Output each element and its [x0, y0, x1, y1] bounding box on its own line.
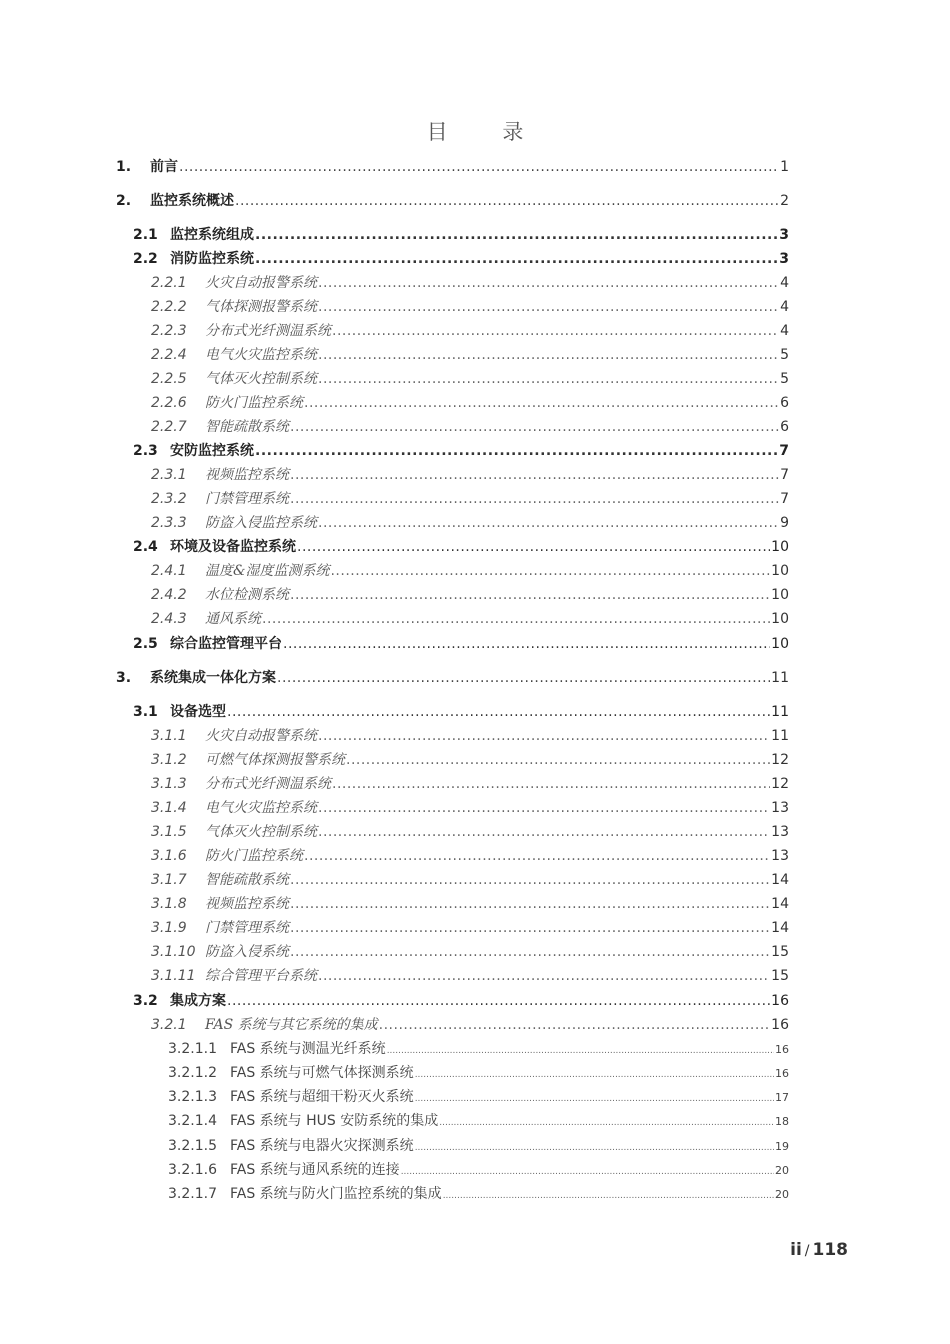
toc-entry-number: 2.4: [133, 539, 158, 555]
toc-entry-number: 2.1: [133, 227, 158, 243]
toc-entry[interactable]: [151, 609, 789, 629]
toc-dot-leader: [379, 1015, 771, 1035]
toc-entry-title: FAS 系统与其它系统的集成: [205, 1017, 378, 1033]
toc-entry-title: 门禁管理系统: [205, 491, 289, 507]
toc-dot-leader: [439, 1113, 774, 1133]
toc-entry-title: 分布式光纤测温系统: [205, 323, 331, 339]
toc-entry[interactable]: [151, 870, 789, 890]
toc-entry-page: 16: [775, 1067, 789, 1080]
toc-dot-leader: [318, 798, 770, 818]
toc-dot-leader: [255, 249, 778, 269]
toc-entry-number: 3.1.3: [151, 776, 187, 792]
toc-entry-title: FAS 系统与可燃气体探测系统: [230, 1065, 414, 1081]
toc-entry-title: 可燃气体探测报警系统: [205, 752, 345, 768]
toc-entry-title: 水位检测系统: [205, 587, 289, 603]
toc-entry[interactable]: [133, 991, 789, 1011]
toc-entry-page: 15: [771, 944, 789, 960]
toc-dot-leader: [179, 157, 779, 177]
toc-entry-title: 安防监控系统: [170, 443, 254, 459]
toc-entry-number: 1.: [116, 159, 132, 175]
toc-entry-number: 3.2.1.6: [168, 1162, 217, 1178]
toc-entry[interactable]: [116, 668, 789, 688]
toc-entry-page: 6: [780, 419, 789, 435]
toc-entry-title: 电气火灾监控系统: [205, 800, 317, 816]
toc-entry[interactable]: [133, 225, 789, 245]
toc-entry-title: 防盗入侵系统: [205, 944, 289, 960]
toc-entry-page: 11: [771, 704, 789, 720]
toc-entry-number: 2.3: [133, 443, 158, 459]
toc-entry[interactable]: [151, 489, 789, 509]
toc-entry-number: 2.5: [133, 636, 158, 652]
toc-entry-page: 3: [779, 251, 789, 267]
toc-entry[interactable]: [151, 273, 789, 293]
toc-entry-page: 14: [771, 872, 789, 888]
toc-entry[interactable]: [168, 1087, 789, 1107]
toc-dot-leader: [415, 1089, 774, 1109]
toc-entry[interactable]: [168, 1160, 789, 1180]
toc-entry-page: 13: [771, 800, 789, 816]
toc-entry-number: 2.2.5: [151, 371, 187, 387]
toc-entry-page: 4: [780, 275, 789, 291]
toc-dot-leader: [318, 273, 779, 293]
page-current: ii: [790, 1240, 802, 1260]
toc-entry-number: 3.: [116, 670, 132, 686]
toc-entry-number: 3.2.1.1: [168, 1041, 217, 1057]
toc-entry[interactable]: [151, 966, 789, 986]
toc-dot-leader: [318, 513, 779, 533]
toc-entry[interactable]: [151, 918, 789, 938]
toc-entry-title: 集成方案: [170, 993, 226, 1009]
toc-title: 目 录: [426, 120, 548, 144]
toc-entry-title: 防火门监控系统: [205, 848, 303, 864]
toc-dot-leader: [290, 465, 779, 485]
toc-entry-title: 视频监控系统: [205, 467, 289, 483]
toc-entry[interactable]: [133, 441, 789, 461]
toc-entry-title: FAS 系统与测温光纤系统: [230, 1041, 386, 1057]
toc-entry-title: 门禁管理系统: [205, 920, 289, 936]
toc-entry[interactable]: [116, 191, 789, 211]
toc-entry-title: FAS 系统与 HUS 安防系统的集成: [230, 1113, 439, 1129]
toc-dot-leader: [290, 489, 779, 509]
toc-dot-leader: [290, 942, 770, 962]
toc-entry-title: 电气火灾监控系统: [205, 347, 317, 363]
toc-dot-leader: [304, 846, 770, 866]
toc-entry-title: 气体探测报警系统: [205, 299, 317, 315]
toc-entry[interactable]: [151, 465, 789, 485]
toc-entry-title: 防火门监控系统: [205, 395, 303, 411]
toc-dot-leader: [330, 561, 770, 581]
toc-entry[interactable]: [151, 942, 789, 962]
toc-entry-page: 17: [775, 1091, 789, 1104]
toc-entry-page: 10: [771, 636, 789, 652]
toc-entry[interactable]: [151, 297, 789, 317]
toc-entry-page: 5: [780, 371, 789, 387]
toc-dot-leader: [255, 225, 778, 245]
toc-entry-number: 3.1.2: [151, 752, 187, 768]
toc-entry-number: 3.1.9: [151, 920, 187, 936]
toc-entry-title: 系统集成一体化方案: [150, 670, 276, 686]
toc-entry-number: 3.2.1.7: [168, 1186, 217, 1202]
toc-entry-page: 4: [780, 323, 789, 339]
toc-entry-number: 2.2.1: [151, 275, 187, 291]
toc-dot-leader: [227, 702, 770, 722]
toc-entry[interactable]: [151, 417, 789, 437]
toc-entry-number: 3.2.1.4: [168, 1113, 217, 1129]
toc-entry-page: 7: [780, 491, 789, 507]
toc-dot-leader: [318, 369, 779, 389]
toc-entry-page: 14: [771, 896, 789, 912]
toc-entry-page: 11: [771, 670, 789, 686]
toc-entry[interactable]: [151, 369, 789, 389]
toc-entry-title: 智能疏散系统: [205, 419, 289, 435]
toc-entry-title: 智能疏散系统: [205, 872, 289, 888]
toc-entry[interactable]: [151, 513, 789, 533]
toc-entry[interactable]: [151, 846, 789, 866]
toc-entry-page: 19: [775, 1140, 789, 1153]
toc-entry-page: 10: [771, 611, 789, 627]
toc-entry[interactable]: [133, 249, 789, 269]
page-separator: /: [804, 1243, 810, 1259]
toc-entry-title: 气体灭火控制系统: [205, 371, 317, 387]
toc-entry-number: 3.1.1: [151, 728, 187, 744]
toc-entry-title: FAS 系统与防火门监控系统的集成: [230, 1186, 442, 1202]
toc-entry[interactable]: [151, 774, 789, 794]
toc-dot-leader: [415, 1065, 774, 1085]
toc-entry-page: 16: [771, 993, 789, 1009]
toc-entry-page: 14: [771, 920, 789, 936]
toc-dot-leader: [290, 918, 770, 938]
toc-entry-number: 3.1.11: [151, 968, 196, 984]
toc-entry[interactable]: [151, 321, 789, 341]
toc-entry[interactable]: [151, 345, 789, 365]
toc-entry[interactable]: [168, 1063, 789, 1083]
toc-entry[interactable]: [151, 750, 789, 770]
toc-dot-leader: [290, 894, 770, 914]
toc-entry-title: 火灾自动报警系统: [205, 728, 317, 744]
toc-dot-leader: [290, 417, 779, 437]
toc-entry-title: FAS 系统与超细干粉灭火系统: [230, 1089, 414, 1105]
toc-entry[interactable]: [168, 1184, 789, 1204]
toc-entry-title: 综合管理平台系统: [205, 968, 317, 984]
toc-entry-title: 消防监控系统: [170, 251, 254, 267]
toc-entry-title: 设备选型: [170, 704, 226, 720]
toc-entry-number: 2.4.2: [151, 587, 187, 603]
toc-entry-number: 3.1.4: [151, 800, 187, 816]
toc-entry-number: 2.2.4: [151, 347, 187, 363]
toc-entry-page: 7: [779, 443, 789, 459]
toc-entry-page: 12: [771, 752, 789, 768]
toc-dot-leader: [297, 537, 770, 557]
toc-entry-number: 2.2.7: [151, 419, 187, 435]
toc-entry-page: 10: [771, 539, 789, 555]
toc-entry-page: 9: [780, 515, 789, 531]
toc-entry[interactable]: [151, 393, 789, 413]
toc-dot-leader: [332, 774, 770, 794]
toc-entry-page: 20: [775, 1188, 789, 1201]
toc-entry-title: 环境及设备监控系统: [170, 539, 296, 555]
toc-entry-number: 3.1: [133, 704, 158, 720]
toc-entry[interactable]: [151, 726, 789, 746]
toc-entry-number: 3.2.1.2: [168, 1065, 217, 1081]
toc-entry[interactable]: [133, 634, 789, 654]
toc-dot-leader: [318, 822, 770, 842]
toc-entry-number: 2.2.2: [151, 299, 187, 315]
toc-entry-title: 通风系统: [205, 611, 261, 627]
toc-entry[interactable]: [168, 1039, 789, 1059]
toc-entry-page: 18: [775, 1115, 789, 1128]
toc-dot-leader: [290, 870, 770, 890]
toc-entry-page: 15: [771, 968, 789, 984]
toc-entry-page: 2: [780, 193, 789, 209]
page-total: 118: [812, 1240, 848, 1260]
toc-entry-title: 火灾自动报警系统: [205, 275, 317, 291]
toc-entry-title: 监控系统概述: [150, 193, 234, 209]
toc-dot-leader: [262, 609, 770, 629]
toc-entry-title: 监控系统组成: [170, 227, 254, 243]
toc-entry-number: 2.: [116, 193, 132, 209]
toc-dot-leader: [235, 191, 779, 211]
toc-entry-page: 6: [780, 395, 789, 411]
toc-entry-page: 5: [780, 347, 789, 363]
toc-dot-leader: [283, 634, 770, 654]
toc-entry[interactable]: [151, 822, 789, 842]
toc-entry-number: 2.2.3: [151, 323, 187, 339]
toc-entry[interactable]: [151, 561, 789, 581]
toc-entry[interactable]: [151, 894, 789, 914]
toc-dot-leader: [387, 1041, 774, 1061]
toc-entry-page: 11: [771, 728, 789, 744]
toc-dot-leader: [290, 585, 770, 605]
toc-entry-number: 3.1.6: [151, 848, 187, 864]
toc-dot-leader: [346, 750, 770, 770]
toc-dot-leader: [277, 668, 770, 688]
toc-entry-title: 气体灭火控制系统: [205, 824, 317, 840]
toc-entry-number: 2.3.2: [151, 491, 187, 507]
toc-entry-page: 20: [775, 1164, 789, 1177]
page-number: [790, 1240, 848, 1260]
toc-entry-number: 2.2: [133, 251, 158, 267]
toc-entry[interactable]: [151, 585, 789, 605]
toc-entry-number: 3.2: [133, 993, 158, 1009]
toc-dot-leader: [304, 393, 779, 413]
toc-entry-page: 10: [771, 587, 789, 603]
toc-entry-page: 1: [780, 159, 789, 175]
toc-entry-page: 10: [771, 563, 789, 579]
toc-dot-leader: [318, 966, 770, 986]
toc-entry-page: 16: [775, 1043, 789, 1056]
toc-entry-page: 13: [771, 824, 789, 840]
toc-dot-leader: [443, 1186, 774, 1206]
toc-entry-number: 2.4.3: [151, 611, 187, 627]
toc-entry[interactable]: [151, 1015, 789, 1035]
toc-entry-title: FAS 系统与电器火灾探测系统: [230, 1138, 414, 1154]
toc-dot-leader: [255, 441, 778, 461]
toc-entry-title: 视频监控系统: [205, 896, 289, 912]
toc-entry[interactable]: [133, 702, 789, 722]
toc-entry-number: 3.2.1: [151, 1017, 187, 1033]
toc-entry-number: 3.2.1.5: [168, 1138, 217, 1154]
toc-entry-page: 4: [780, 299, 789, 315]
toc-entry-title: 分布式光纤测温系统: [205, 776, 331, 792]
toc-dot-leader: [401, 1162, 774, 1182]
toc-entry-number: 2.3.3: [151, 515, 187, 531]
toc-entry[interactable]: [168, 1111, 789, 1131]
toc-dot-leader: [415, 1138, 774, 1158]
toc-dot-leader: [318, 726, 770, 746]
toc-entry[interactable]: [133, 537, 789, 557]
toc-entry-page: 13: [771, 848, 789, 864]
toc-entry[interactable]: [151, 798, 789, 818]
toc-dot-leader: [318, 297, 779, 317]
toc-entry[interactable]: [168, 1136, 789, 1156]
toc-entry-number: 3.1.8: [151, 896, 187, 912]
toc-entry-page: 3: [779, 227, 789, 243]
toc-entry-title: 防盗入侵监控系统: [205, 515, 317, 531]
toc-entry-page: 16: [771, 1017, 789, 1033]
toc-entry-number: 3.2.1.3: [168, 1089, 217, 1105]
toc-dot-leader: [227, 991, 770, 1011]
toc-entry-title: 温度&湿度监测系统: [205, 563, 330, 579]
toc-entry-number: 2.3.1: [151, 467, 187, 483]
toc-dot-leader: [332, 321, 779, 341]
toc-entry-title: 前言: [150, 159, 178, 175]
toc-entry-number: 2.2.6: [151, 395, 187, 411]
toc-entry-page: 7: [780, 467, 789, 483]
toc-entry[interactable]: [116, 157, 789, 177]
toc-dot-leader: [318, 345, 779, 365]
toc-entry-page: 12: [771, 776, 789, 792]
toc-entry-title: FAS 系统与通风系统的连接: [230, 1162, 400, 1178]
toc-entry-number: 3.1.7: [151, 872, 187, 888]
toc-entry-number: 3.1.5: [151, 824, 187, 840]
toc-entry-number: 2.4.1: [151, 563, 187, 579]
toc-entry-title: 综合监控管理平台: [170, 636, 282, 652]
toc-entry-number: 3.1.10: [151, 944, 196, 960]
